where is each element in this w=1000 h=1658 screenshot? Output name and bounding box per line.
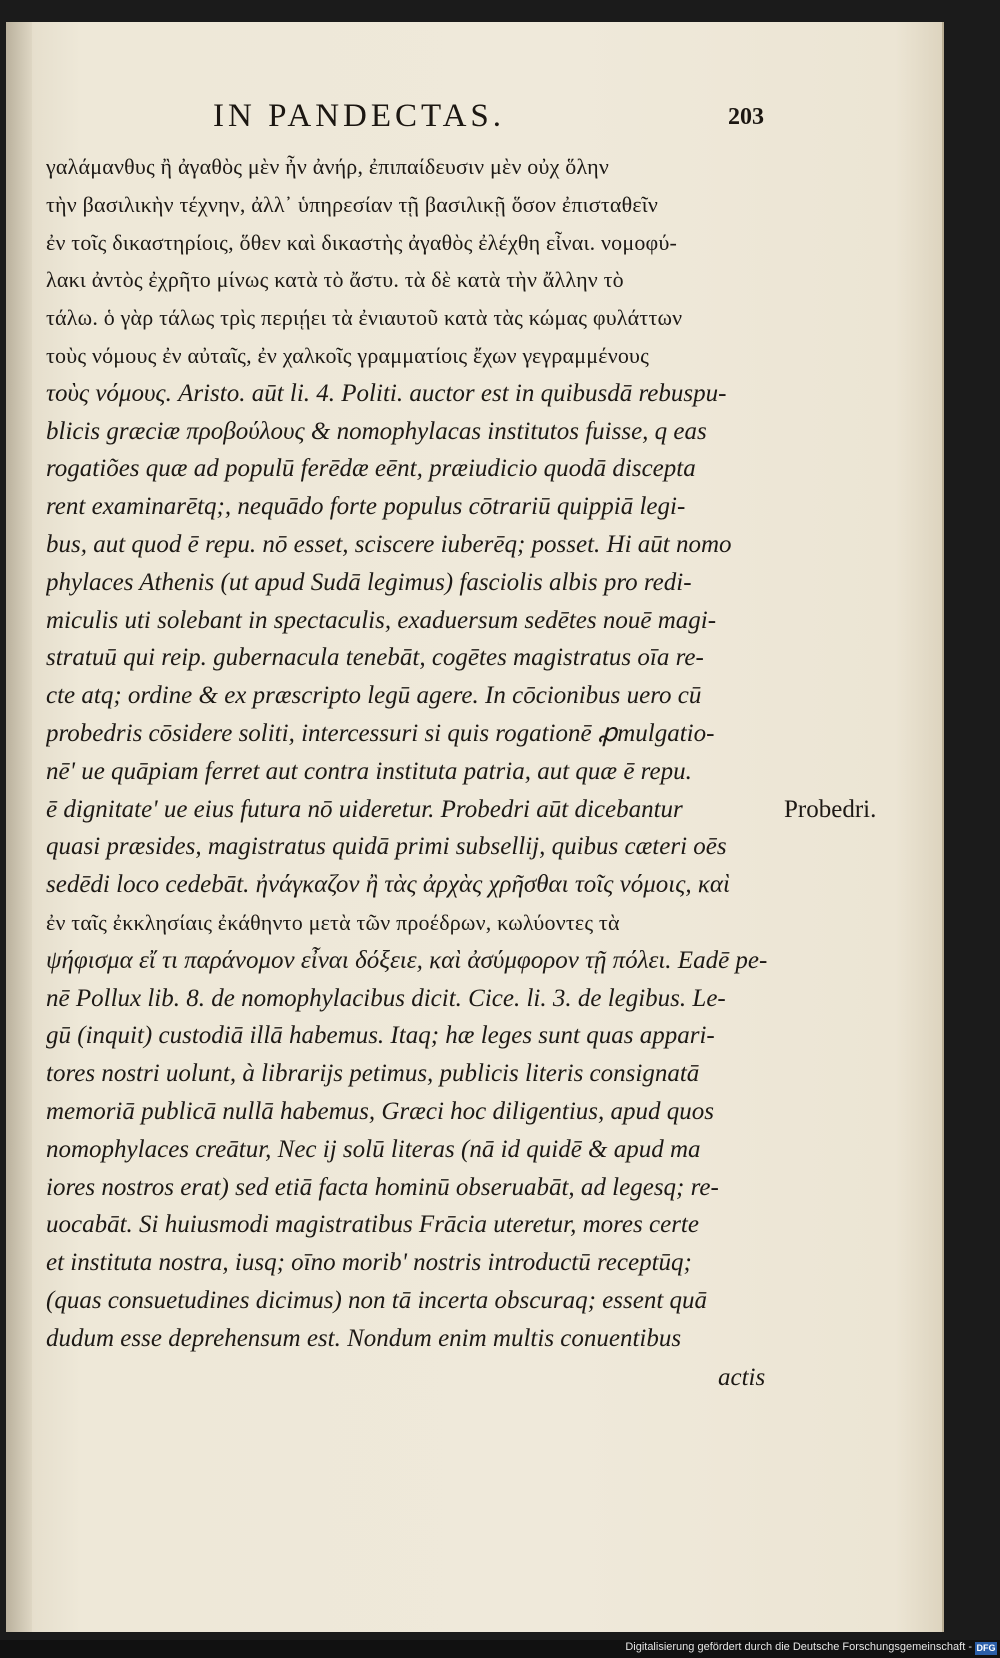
text-line: nē' ue quāpiam ferret aut contra instituta patria, aut quæ ē repu. [46, 757, 692, 785]
text-line: ψήφισμα εἴ τι παράνομον εἶναι δόξειε, καὶ ἀσύμφορον τῇ πόλει. Eadē pe- [46, 946, 768, 974]
text-line: τοὺς νόμους ἐν αὐταῖς, ἐν χαλκοῖς γραμματίοις ἔχων γεγραμμένους [46, 342, 650, 368]
text-line: ἐν τοῖς δικαστηρίοις, ὅθεν καὶ δικαστὴς ἀγαθὸς ἐλέχθη εἶναι. νομοφύ- [46, 229, 678, 255]
text-line: rogatiões quæ ad populū ferēdæ eēnt, præiudicio quodā discepta [46, 455, 696, 483]
text-line: τοὺς νόμους. Aristo. aūt li. 4. Politi. auctor est in quibusdā rebuspu- [46, 379, 727, 407]
text-line: gū (inquit) custodiā illā habemus. Itaq; hæ leges sunt quas appari- [46, 1022, 715, 1050]
page-body-text [46, 148, 774, 1358]
text-line: γαλάμανθυς ἢ ἀγαθὸς μὲν ἦν ἀνήρ, ἐπιπαίδευσιν μὲν οὐχ ὅλην [46, 154, 609, 179]
text-line: bus, aut quod ē repu. nō esset, sciscere iuberēq; posset. Hi aūt nomo [46, 530, 732, 558]
page-number: 203 [728, 104, 764, 130]
text-line: nē Pollux lib. 8. de nomophylacibus dicit. Cice. li. 3. de legibus. Le- [46, 984, 726, 1012]
text-line: stratuū qui reip. gubernacula tenebāt, cogētes magistratus oīa re- [46, 644, 704, 672]
text-line: dudum esse deprehensum est. Nondum enim multis conuentibus [46, 1324, 682, 1352]
text-line: et instituta nostra, iusq; oīno morib' nostris introductū receptūq; [46, 1249, 692, 1277]
page-gutter [6, 22, 32, 1632]
text-line: τάλω. ὁ γὰρ τάλως τρὶς περιῄει τὰ ἐνιαυτοῦ κατὰ τὰς κώμας φυλάττων [46, 305, 683, 331]
text-line: probedris cōsidere soliti, intercessuri si quis rogationē ꝓmulgatio- [46, 719, 715, 747]
page-header [0, 98, 1000, 138]
text-line: rent examinarētq;, nequādo forte populus cōtrariū quippiā legi- [46, 493, 686, 521]
text-line: uocabāt. Si huiusmodi magistratibus Frācia uteretur, mores certe [46, 1211, 699, 1239]
text-line: miculis uti solebant in spectaculis, exaduersum sedētes nouē magi- [46, 606, 717, 634]
margin-note: Probedri. [784, 796, 877, 823]
text-line: (quas consuetudines dicimus) non tā incerta obscuraq; essent quā [46, 1286, 708, 1314]
text-line: tores nostri uolunt, à librarijs petimus, publicis literis consignatā [46, 1060, 700, 1088]
text-line: blicis græciæ προβούλους & nomophylacas institutos fuisse, q eas [46, 417, 707, 445]
running-head: IN PANDECTAS. [213, 98, 506, 134]
text-line: memoriā publicā nullā habemus, Græci hoc diligentius, apud quos [46, 1097, 715, 1125]
dfg-logo: DFG [976, 1643, 996, 1653]
text-line: ἐν ταῖς ἐκκλησίαις ἐκάθηντο μετὰ τῶν προέδρων, κωλύοντες τὰ [46, 909, 620, 935]
text-line: iores nostros erat) sed etiā facta hominū obseruabāt, ad legesq; re- [46, 1173, 719, 1201]
digitization-footer [0, 1640, 1000, 1658]
text-line: sedēdi loco cedebāt. ἠνάγκαζον ἢ τὰς ἀρχὰς χρῆσθαι τοῖς νόμοις, καὶ [46, 871, 730, 899]
catchword: actis [718, 1364, 766, 1391]
text-line: nomophylaces creātur, Nec ij solū literas (nā id quidē & apud ma [46, 1135, 701, 1163]
text-line: λακι ἀντὸς ἐχρῆτο μίνως κατὰ τὸ ἄστυ. τὰ δὲ κατὰ τὴν ἄλλην τὸ [46, 267, 624, 293]
text-line: quasi præsides, magistratus quidā primi subsellij, quibus cæteri oēs [46, 833, 727, 861]
text-line: cte atq; ordine & ex præscripto legū agere. In cōcionibus uero cū [46, 682, 702, 710]
text-line: τὴν βασιλικὴν τέχνην, ἀλλ᾽ ὑπηρεσίαν τῇ βασιλικῇ ὅσον ἐπισταθεῖν [46, 191, 659, 217]
text-line: ē dignitate' ue eius futura nō uideretur. Probedri aūt dicebantur [46, 795, 683, 823]
funding-credit: Digitalisierung gefördert durch die Deutsche Forschungsgemeinschaft - [625, 1641, 972, 1653]
text-line: phylaces Athenis (ut apud Sudā legimus) fasciolis albis pro redi- [46, 568, 692, 596]
